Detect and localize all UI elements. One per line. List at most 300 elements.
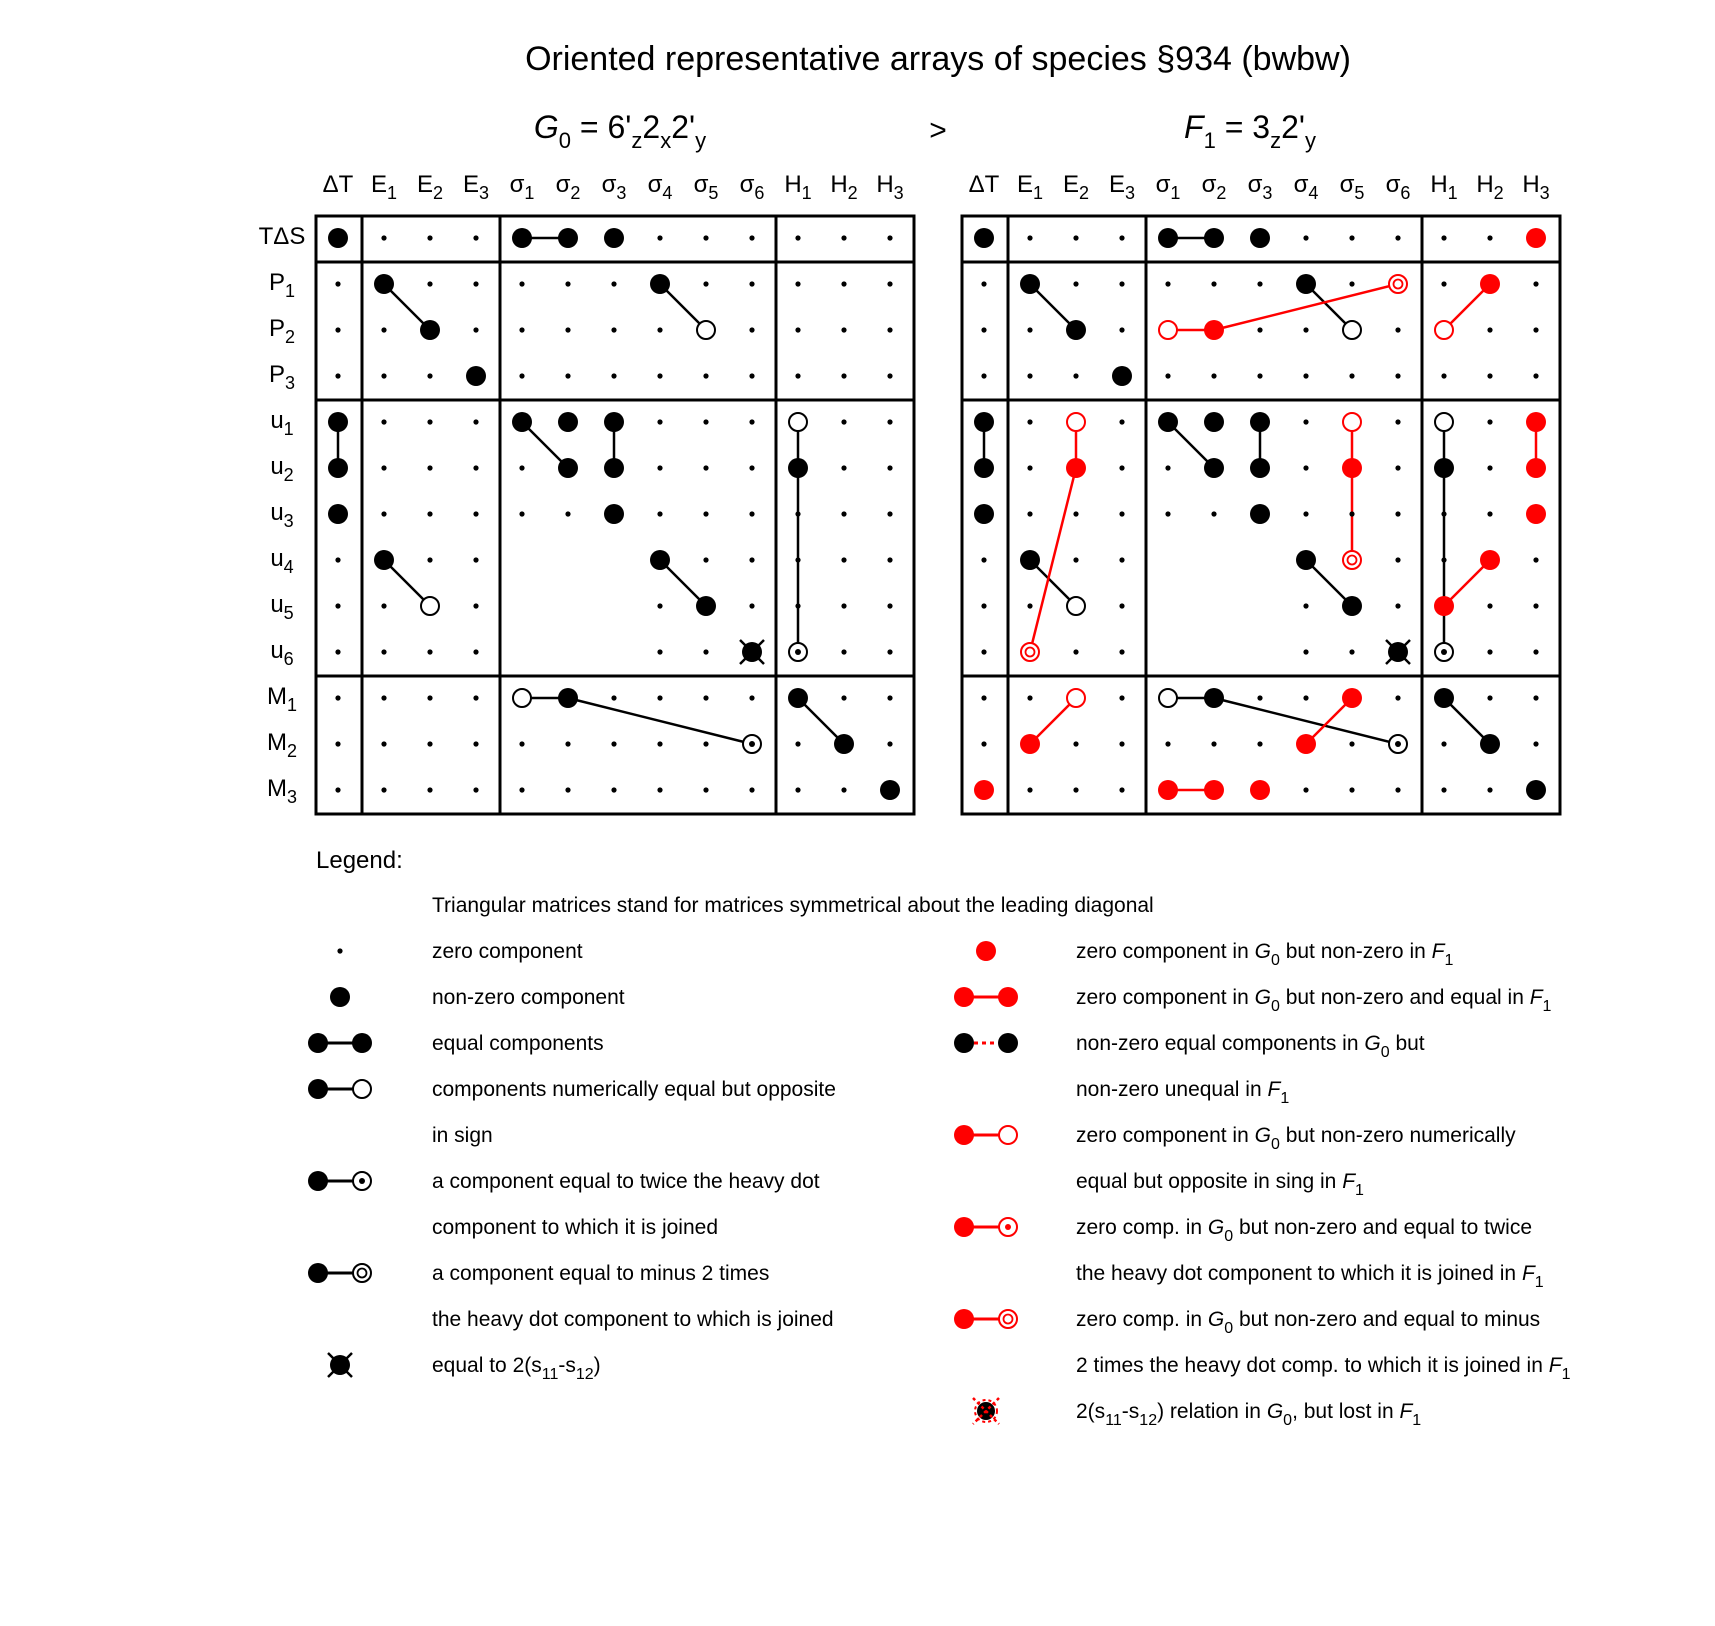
nonzero-dot [1434, 458, 1454, 478]
zero-dot [473, 235, 478, 240]
zero-dot [795, 557, 800, 562]
column-header: $\sigma_2$ [555, 171, 581, 203]
opposite-sign-dot [1067, 597, 1085, 615]
legend-text: non-zero component [432, 986, 625, 1009]
column-header: $\sigma_5$ [693, 171, 719, 203]
nonzero-dot [1020, 274, 1040, 294]
zero-dot [795, 603, 800, 608]
zero-dot [335, 741, 340, 746]
zero-dot [981, 695, 986, 700]
zero-dot [841, 419, 846, 424]
legend-item [337, 940, 582, 963]
legend-text: equal but opposite in sing in $F_1$ [1076, 1170, 1364, 1199]
zero-dot [1533, 557, 1538, 562]
legend-item [308, 1032, 604, 1055]
legend-text: a component equal to twice the heavy dot [432, 1170, 820, 1193]
zero-dot [1395, 511, 1400, 516]
zero-dot [657, 603, 662, 608]
link-line [568, 698, 752, 744]
zero-dot [427, 235, 432, 240]
zero-dot [1119, 465, 1124, 470]
zero-dot [841, 235, 846, 240]
column-header: $\sigma_6$ [1385, 171, 1411, 203]
legend-item [976, 940, 1453, 969]
zero-dot [749, 511, 754, 516]
zero-dot [749, 327, 754, 332]
zero-dot [795, 741, 800, 746]
column-header: $E_2$ [416, 171, 444, 203]
zero-dot [1165, 741, 1170, 746]
column-header: $E_1$ [1016, 171, 1044, 203]
zero-dot [1073, 511, 1078, 516]
zero-dot [703, 373, 708, 378]
nonzero-dot [558, 228, 578, 248]
zero-dot [703, 419, 708, 424]
zero-dot [1533, 603, 1538, 608]
legend-text: non-zero equal components in $G_0$ but [1076, 1032, 1425, 1061]
legend-item [973, 1398, 1421, 1429]
zero-dot [1119, 327, 1124, 332]
zero-dot [1533, 281, 1538, 286]
zero-dot [565, 741, 570, 746]
legend-item [954, 1216, 1544, 1291]
legend-glyph-dot [337, 948, 342, 953]
zero-dot [381, 695, 386, 700]
zero-dot [841, 603, 846, 608]
twice-dot-center [795, 649, 801, 655]
zero-dot [887, 327, 892, 332]
zero-dot [657, 741, 662, 746]
zero-dot [887, 649, 892, 654]
nonzero-dot [1204, 228, 1224, 248]
zero-dot [381, 649, 386, 654]
zero-dot [1073, 281, 1078, 286]
left-group-symbol [534, 109, 706, 153]
legend-glyph-dot [954, 1217, 974, 1237]
zero-dot [519, 741, 524, 746]
nonzero-dot [1112, 366, 1132, 386]
opposite-sign-dot [1159, 689, 1177, 707]
zero-dot [841, 511, 846, 516]
column-header: $\sigma_4$ [647, 171, 673, 203]
column-header: $\sigma_1$ [509, 171, 535, 203]
column-header: $E_3$ [462, 171, 490, 203]
zero-dot [1533, 327, 1538, 332]
zero-dot [657, 649, 662, 654]
nonzero-dot [650, 550, 670, 570]
zero-dot [1027, 511, 1032, 516]
zero-dot [1533, 649, 1538, 654]
row-header: $u_3$ [270, 499, 294, 531]
zero-dot [1211, 373, 1216, 378]
column-header: $H_2$ [830, 171, 858, 203]
zero-dot [1257, 327, 1262, 332]
zero-dot [1395, 419, 1400, 424]
nonzero-dot [974, 504, 994, 524]
zero-dot [473, 787, 478, 792]
zero-dot [657, 235, 662, 240]
twice-dot-center [1441, 649, 1447, 655]
nonzero-dot [880, 780, 900, 800]
zero-dot [703, 465, 708, 470]
legend-item [954, 986, 1552, 1015]
zero-dot [1303, 373, 1308, 378]
zero-dot [703, 787, 708, 792]
legend-text: the heavy dot component to which is joined [432, 1308, 834, 1331]
legend-text: zero component in $G_0$ but non-zero and equal in $F_1$ [1076, 986, 1552, 1015]
column-header: ΔT [322, 171, 354, 198]
nonzero-dot [1158, 412, 1178, 432]
zero-dot [335, 373, 340, 378]
zero-dot [335, 557, 340, 562]
zero-dot [1349, 787, 1354, 792]
nonzero-dot [788, 688, 808, 708]
nonzero-dot [1342, 596, 1362, 616]
legend-glyph-dot [308, 1171, 328, 1191]
nonzero-dot [328, 458, 348, 478]
zero-dot [887, 741, 892, 746]
zero-dot [657, 327, 662, 332]
zero-dot [427, 787, 432, 792]
zero-dot [841, 281, 846, 286]
zero-dot [1487, 465, 1492, 470]
diagram-title: Oriented representative arrays of species §934 (bwbw) [525, 40, 1351, 78]
zero-dot [657, 511, 662, 516]
column-header: $\sigma_1$ [1155, 171, 1181, 203]
zero-dot [841, 695, 846, 700]
zero-dot [611, 787, 616, 792]
zero-dot [1027, 419, 1032, 424]
zero-dot [565, 373, 570, 378]
zero-dot [1303, 649, 1308, 654]
zero-dot [427, 511, 432, 516]
legend-text: in sign [432, 1124, 493, 1147]
zero-dot [1395, 235, 1400, 240]
zero-dot [981, 649, 986, 654]
legend-text: non-zero unequal in $F_1$ [1076, 1078, 1290, 1107]
zero-dot [335, 649, 340, 654]
zero-dot [1119, 557, 1124, 562]
opposite-sign-dot [421, 597, 439, 615]
opposite-sign-dot [1435, 413, 1453, 431]
nonzero-dot [974, 458, 994, 478]
nonzero-dot [1526, 780, 1546, 800]
legend-glyph-dot [954, 987, 974, 1007]
zero-dot [519, 373, 524, 378]
zero-dot [1073, 787, 1078, 792]
zero-dot [1165, 511, 1170, 516]
zero-dot [473, 603, 478, 608]
row-header: $P_3$ [268, 361, 296, 393]
zero-dot [1027, 787, 1032, 792]
zero-dot [1487, 327, 1492, 332]
zero-dot [657, 787, 662, 792]
nonzero-dot [1204, 458, 1224, 478]
zero-dot [1211, 741, 1216, 746]
zero-dot [335, 695, 340, 700]
group-relation-symbol: > [929, 114, 947, 147]
nonzero-dot [974, 228, 994, 248]
zero-dot [1165, 373, 1170, 378]
zero-dot [981, 281, 986, 286]
row-header: $M_1$ [266, 683, 298, 715]
red-nonzero-dot [1158, 780, 1178, 800]
nonzero-dot [420, 320, 440, 340]
zero-dot [565, 787, 570, 792]
legend-item [954, 1032, 1425, 1107]
zero-dot [611, 741, 616, 746]
red-opposite-dot [1435, 321, 1453, 339]
zero-dot [611, 373, 616, 378]
legend-glyph-dot [954, 1033, 974, 1053]
zero-dot [1487, 695, 1492, 700]
red-nonzero-dot [1480, 274, 1500, 294]
zero-dot [519, 281, 524, 286]
zero-dot [1487, 603, 1492, 608]
zero-dot [703, 695, 708, 700]
red-nonzero-dot [1204, 780, 1224, 800]
zero-dot [473, 327, 478, 332]
zero-dot [1349, 649, 1354, 654]
nonzero-dot [650, 274, 670, 294]
zero-dot [1395, 465, 1400, 470]
red-minus2-dot [1021, 643, 1039, 661]
zero-dot [1257, 695, 1262, 700]
zero-dot [1441, 373, 1446, 378]
row-header: $P_1$ [268, 269, 296, 301]
nonzero-dot [1204, 688, 1224, 708]
zero-dot [1395, 787, 1400, 792]
zero-dot [841, 373, 846, 378]
zero-dot [1257, 281, 1262, 286]
red-opposite-dot [1343, 413, 1361, 431]
zero-dot [795, 327, 800, 332]
zero-dot [703, 235, 708, 240]
zero-dot [1441, 557, 1446, 562]
column-header: $H_1$ [1430, 171, 1458, 203]
red-nonzero-dot [1434, 596, 1454, 616]
zero-dot [795, 787, 800, 792]
zero-dot [841, 787, 846, 792]
zero-dot [1487, 511, 1492, 516]
zero-dot [1303, 695, 1308, 700]
legend-heading: Legend: [316, 847, 403, 874]
zero-dot [749, 603, 754, 608]
zero-dot [427, 649, 432, 654]
opposite-sign-dot [697, 321, 715, 339]
nonzero-dot [1296, 550, 1316, 570]
legend-glyph-dot [330, 987, 350, 1007]
zero-dot [1487, 235, 1492, 240]
zero-dot [841, 327, 846, 332]
row-header: $u_5$ [270, 591, 294, 623]
zero-dot [1211, 511, 1216, 516]
red-nonzero-dot [1204, 320, 1224, 340]
column-header: $H_1$ [784, 171, 812, 203]
row-header: $u_6$ [270, 637, 294, 669]
zero-dot [1073, 235, 1078, 240]
legend-text: zero component in $G_0$ but non-zero numerically [1076, 1124, 1516, 1153]
zero-dot [887, 419, 892, 424]
nonzero-dot [558, 688, 578, 708]
legend-text: equal to $2(s_{11}-s_{12})$ [432, 1354, 601, 1383]
zero-dot [381, 465, 386, 470]
red-minus2-dot [1389, 275, 1407, 293]
zero-dot [887, 281, 892, 286]
legend-item [308, 1262, 834, 1331]
legend-note: Triangular matrices stand for matrices symmetrical about the leading diagonal [432, 894, 1154, 917]
red-nonzero-dot [1526, 458, 1546, 478]
zero-dot [1119, 511, 1124, 516]
zero-dot [703, 649, 708, 654]
zero-dot [703, 281, 708, 286]
zero-dot [1027, 373, 1032, 378]
nonzero-dot [604, 458, 624, 478]
column-header: $\sigma_2$ [1201, 171, 1227, 203]
zero-dot [1303, 235, 1308, 240]
legend-glyph-dot [308, 1079, 328, 1099]
legend-text: zero component in $G_0$ but non-zero in $F_1$ [1076, 940, 1454, 969]
red-nonzero-dot [1526, 228, 1546, 248]
zero-dot [1487, 649, 1492, 654]
zero-dot [427, 695, 432, 700]
row-header: $u_1$ [270, 407, 294, 439]
legend-glyph-center [1005, 1224, 1011, 1230]
legend-item [954, 1124, 1516, 1199]
legend-text: zero component [432, 940, 583, 963]
legend-glyph-dot [998, 1033, 1018, 1053]
red-opposite-dot [1159, 321, 1177, 339]
opposite-sign-dot [513, 689, 531, 707]
column-header: $\sigma_5$ [1339, 171, 1365, 203]
zero-dot [657, 373, 662, 378]
row-header: $M_3$ [266, 775, 298, 807]
zero-dot [1349, 741, 1354, 746]
zero-dot [1441, 235, 1446, 240]
legend-text: equal components [432, 1032, 604, 1055]
zero-dot [519, 327, 524, 332]
zero-dot [1119, 419, 1124, 424]
zero-dot [1395, 327, 1400, 332]
zero-dot [1303, 327, 1308, 332]
zero-dot [1487, 373, 1492, 378]
zero-dot [1027, 603, 1032, 608]
zero-dot [887, 603, 892, 608]
zero-dot [749, 373, 754, 378]
zero-dot [703, 511, 708, 516]
zero-dot [565, 511, 570, 516]
zero-dot [703, 741, 708, 746]
nonzero-dot [328, 228, 348, 248]
nonzero-dot [974, 412, 994, 432]
legend-glyph-dot [954, 1309, 974, 1329]
zero-dot [1533, 695, 1538, 700]
zero-dot [427, 281, 432, 286]
red-nonzero-dot [1020, 734, 1040, 754]
zero-dot [1395, 373, 1400, 378]
opposite-sign-dot [1343, 321, 1361, 339]
zero-dot [981, 327, 986, 332]
zero-dot [1073, 649, 1078, 654]
column-header: $H_3$ [876, 171, 904, 203]
zero-dot [981, 741, 986, 746]
zero-dot [1349, 373, 1354, 378]
zero-dot [381, 419, 386, 424]
legend-text: zero comp. in $G_0$ but non-zero and equal to twice [1076, 1216, 1533, 1245]
zero-dot [1027, 235, 1032, 240]
zero-dot [473, 281, 478, 286]
zero-dot [1119, 603, 1124, 608]
nonzero-dot [1158, 228, 1178, 248]
legend-text: a component equal to minus 2 times [432, 1262, 770, 1285]
zero-dot [1027, 327, 1032, 332]
zero-dot [887, 465, 892, 470]
zero-dot [1303, 603, 1308, 608]
zero-dot [1119, 787, 1124, 792]
red-nonzero-dot [1250, 780, 1270, 800]
zero-dot [749, 419, 754, 424]
twice-dot-center [1395, 741, 1401, 747]
zero-dot [381, 787, 386, 792]
zero-dot [749, 235, 754, 240]
legend-item [330, 986, 625, 1009]
zero-dot [657, 695, 662, 700]
zero-dot [427, 419, 432, 424]
row-header: $M_2$ [266, 729, 298, 761]
column-header: $\sigma_4$ [1293, 171, 1319, 203]
zero-dot [1119, 741, 1124, 746]
legend-glyph-dot [998, 987, 1018, 1007]
zero-dot [887, 695, 892, 700]
zero-dot [473, 557, 478, 562]
nonzero-dot [604, 504, 624, 524]
red-nonzero-dot [974, 780, 994, 800]
legend-text: $2(s_{11}-s_{12})$ relation in $G_0$, but lost in $F_1$ [1076, 1400, 1422, 1429]
legend-glyph-open-dot [999, 1126, 1017, 1144]
zero-dot [381, 603, 386, 608]
legend-glyph-dot [954, 1125, 974, 1145]
nonzero-dot [1250, 412, 1270, 432]
group-formula: $G_0 = 6'_z2_x2'_y$ [533, 109, 707, 153]
zero-dot [887, 511, 892, 516]
zero-dot [1349, 511, 1354, 516]
nonzero-dot [1020, 550, 1040, 570]
zero-dot [611, 695, 616, 700]
zero-dot [841, 465, 846, 470]
right-array-f1 [962, 171, 1560, 814]
legend-item [308, 1078, 836, 1147]
column-header: $\sigma_3$ [601, 171, 627, 203]
row-header: TΔS [258, 223, 306, 250]
red-nonzero-dot [1296, 734, 1316, 754]
zero-dot [381, 741, 386, 746]
zero-dot [1119, 649, 1124, 654]
zero-dot [795, 511, 800, 516]
zero-dot [1119, 695, 1124, 700]
row-header: $P_2$ [268, 315, 296, 347]
nonzero-dot [466, 366, 486, 386]
nonzero-dot [1480, 734, 1500, 754]
nonzero-dot [604, 412, 624, 432]
column-header: $E_2$ [1062, 171, 1090, 203]
zero-dot [473, 511, 478, 516]
zero-dot [1303, 511, 1308, 516]
zero-dot [381, 511, 386, 516]
nonzero-dot [1066, 320, 1086, 340]
zero-dot [427, 373, 432, 378]
zero-dot [749, 787, 754, 792]
left-array-g0 [259, 171, 914, 814]
